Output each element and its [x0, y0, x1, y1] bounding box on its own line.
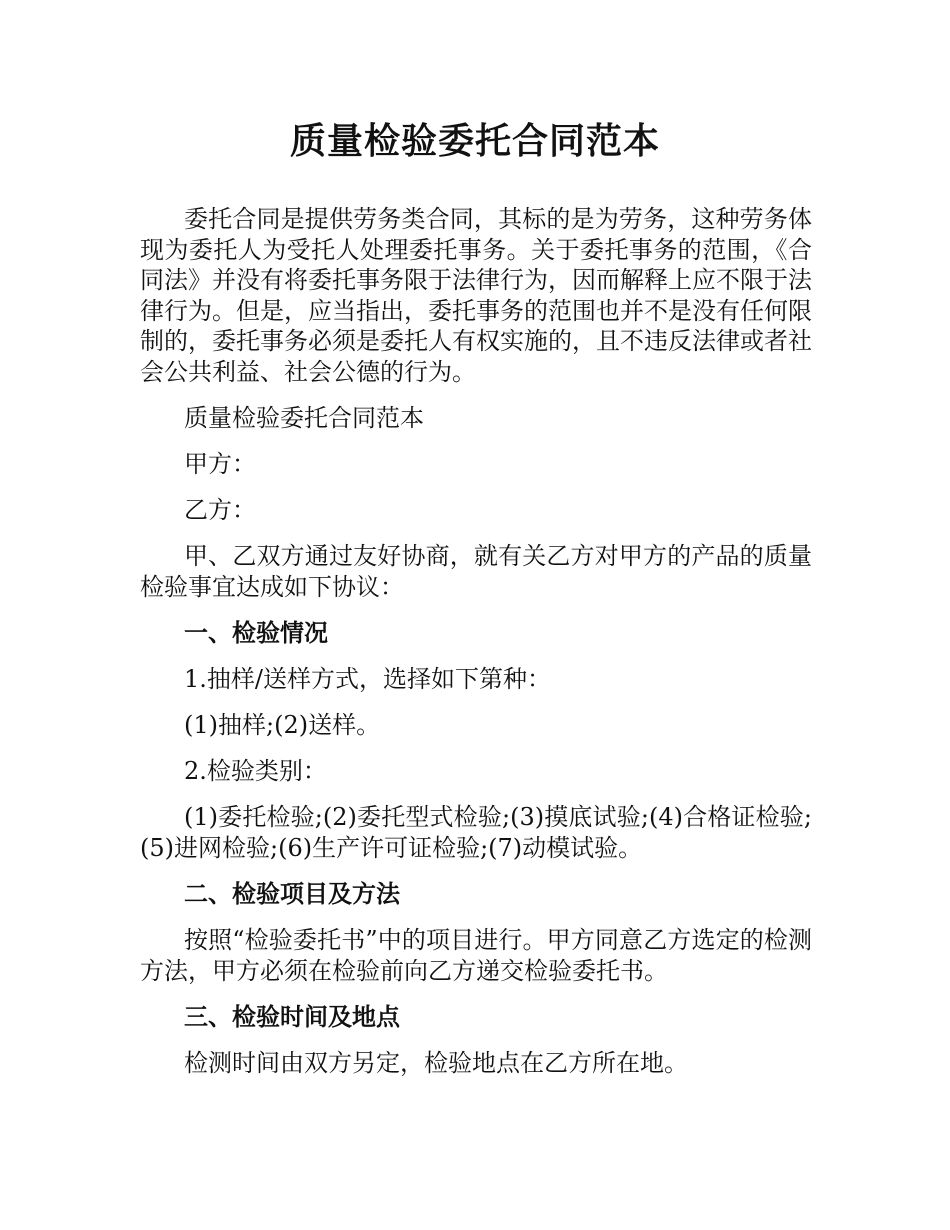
sampling-options: (1)抽样;(2)送样。	[184, 711, 381, 740]
document-title: 质量检验委托合同范本	[289, 121, 660, 162]
contract-subtitle: 质量检验委托合同范本	[184, 404, 424, 433]
section-heading-time-location: 三、检验时间及地点	[184, 1002, 400, 1031]
party-b-line: 乙方：	[184, 496, 256, 525]
agreement-preamble: 甲、乙双方通过友好协商，就有关乙方对甲方的产品的质量检验事宜达成如下协议：	[140, 542, 812, 601]
time-location-paragraph: 检测时间由双方另定，检验地点在乙方所在地。	[184, 1048, 688, 1077]
inspection-category-item: 2.检验类别：	[184, 757, 327, 786]
document-body	[140, 204, 812, 1094]
intro-paragraph: 委托合同是提供劳务类合同，其标的是为劳务，这种劳务体现为委托人为受托人处理委托事务。关于委托事务的范围，《合同法》并没有将委托事务限于法律行为，因而解释上应不限于法律行为。但是，应当指出，委托事务的范围也并不是没有任何限制的，委托事务必须是委托人有权实施的，且不违反法律或者社会公共利益、社会公德的行为。	[140, 205, 812, 386]
section-heading-items-methods: 二、检验项目及方法	[184, 880, 400, 909]
items-methods-paragraph: 按照“检验委托书”中的项目进行。甲方同意乙方选定的检测方法，甲方必须在检验前向乙方递交检验委托书。	[140, 926, 812, 985]
sampling-method-item: 1.抽样/送样方式，选择如下第种：	[184, 665, 551, 694]
party-a-line: 甲方：	[184, 450, 256, 479]
inspection-category-options: (1)委托检验;(2)委托型式检验;(3)摸底试验;(4)合格证检验;(5)进网检验;(6)生产许可证检验;(7)动模试验。	[140, 803, 812, 862]
section-heading-inspection: 一、检验情况	[184, 619, 328, 648]
